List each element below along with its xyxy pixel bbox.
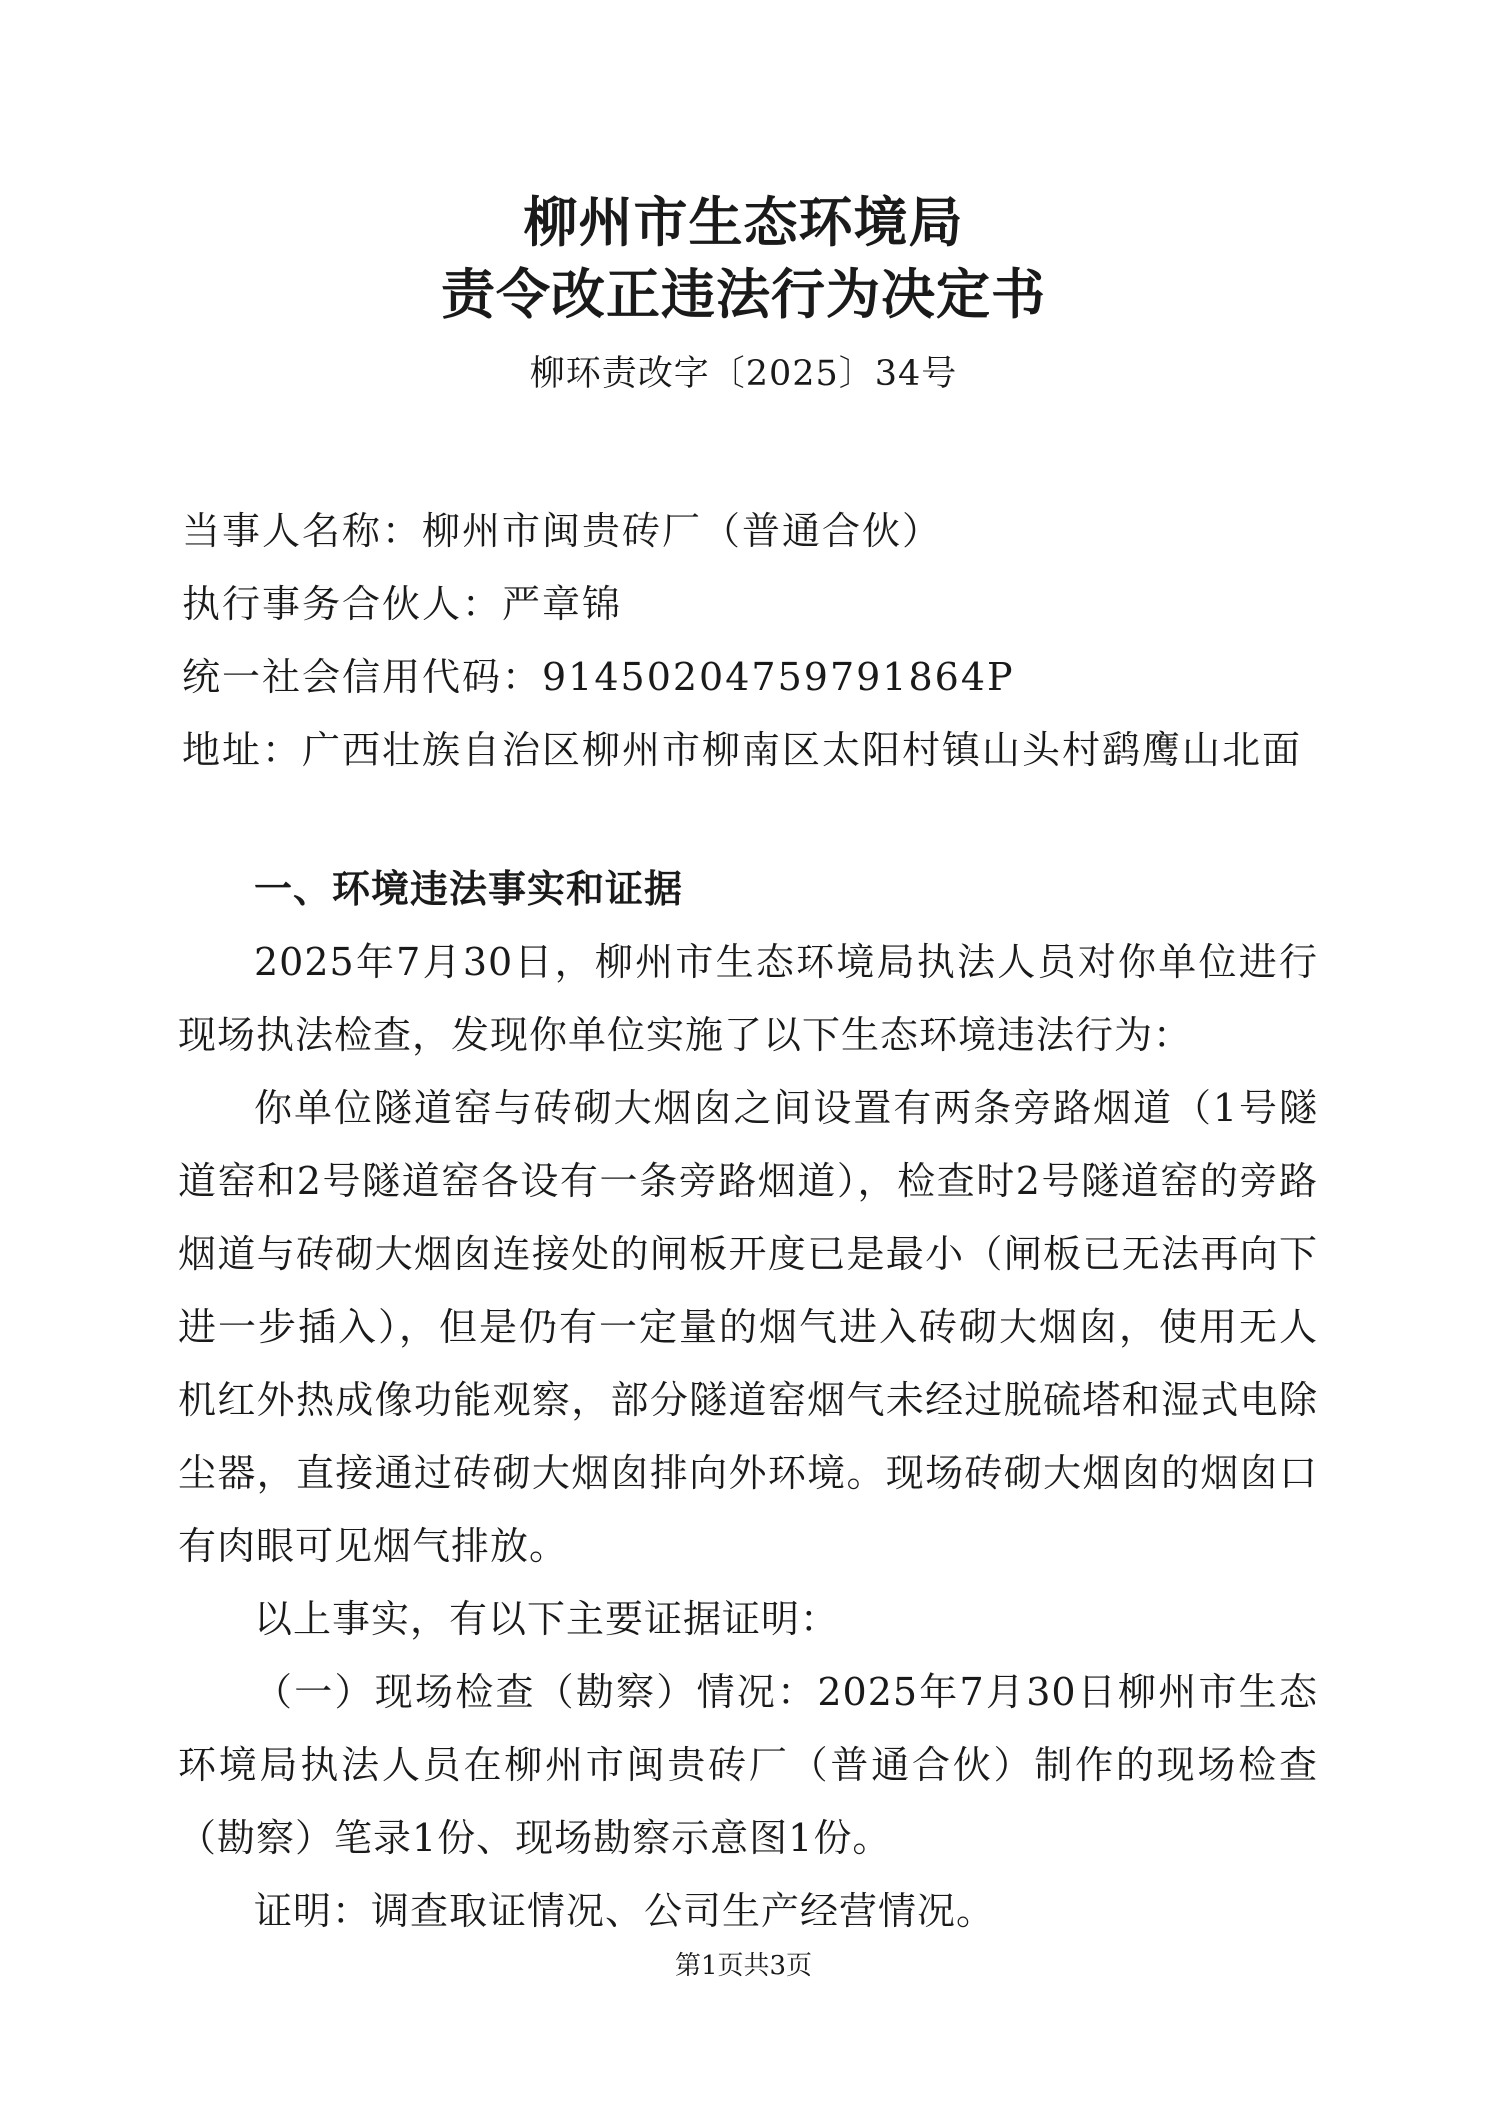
- document-title-type: 责令改正违法行为决定书: [441, 262, 1046, 326]
- party-address: 地址：广西壮族自治区柳州市柳南区太阳村镇山头村鹞鹰山北面: [182, 728, 1303, 772]
- paragraph-inspection: 2025年7月30日，柳州市生态环境局执法人员对你单位进行现场执法检查，发现你单位实施了以下生态环境违法行为：: [178, 940, 1318, 1057]
- section-violation-facts: [178, 853, 1318, 1948]
- document-number: 柳环责改字〔2025〕34号: [529, 354, 958, 394]
- party-name: 当事人名称：柳州市闽贵砖厂（普通合伙）: [182, 509, 943, 553]
- document-title-agency: 柳州市生态环境局: [523, 190, 964, 254]
- section-heading: 一、环境违法事实和证据: [254, 867, 684, 911]
- party-info: [182, 495, 1332, 787]
- paragraph-violation-detail: 你单位隧道窑与砖砌大烟囱之间设置有两条旁路烟道（1号隧道窑和2号隧道窑各设有一条旁路烟道），检查时2号隧道窑的旁路烟道与砖砌大烟囱连接处的闸板开度已是最小（闸板已无法再向下进一步插入），但是仍有一定量的烟气进入砖砌大烟囱，使用无人机红外热成像功能观察，部分隧道窑烟气未经过脱硫塔和湿式电除尘器，直接通过砖砌大烟囱排向外环境。现场砖砌大烟囱的烟囱口有肉眼可见烟气排放。: [178, 1086, 1318, 1568]
- party-credit-code: 统一社会信用代码：91450204759791864P: [182, 655, 1015, 699]
- party-partner: 执行事务合伙人：严章锦: [182, 582, 623, 626]
- paragraph-evidence-proof: 证明：调查取证情况、公司生产经营情况。: [254, 1889, 996, 1933]
- page-number: 第1页共3页: [674, 1951, 813, 1981]
- paragraph-evidence-intro: 以上事实，有以下主要证据证明：: [254, 1597, 840, 1641]
- paragraph-evidence-1: （一）现场检查（勘察）情况：2025年7月30日柳州市生态环境局执法人员在柳州市闽贵砖厂（普通合伙）制作的现场检查（勘察）笔录1份、现场勘察示意图1份。: [178, 1670, 1318, 1860]
